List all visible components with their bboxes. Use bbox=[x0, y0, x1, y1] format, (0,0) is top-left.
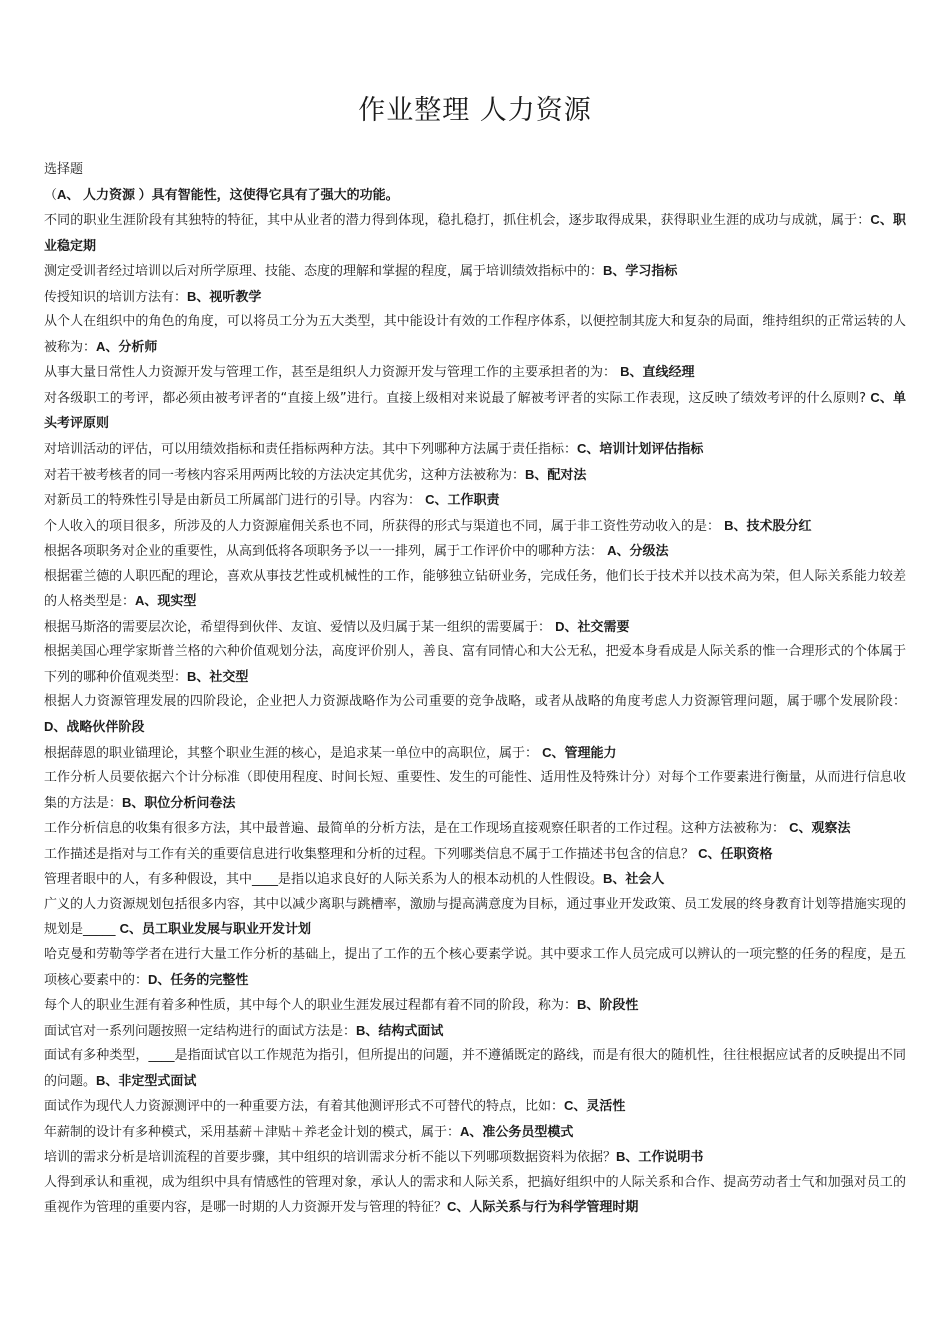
answer-text: C、人际关系与行为科学管理时期 bbox=[447, 1199, 639, 1215]
question-item bbox=[44, 437, 906, 463]
answer-text: A、分级法 bbox=[607, 543, 669, 559]
answer-text: B、非定型式面试 bbox=[96, 1072, 197, 1088]
answer-text: B、职位分析问卷法 bbox=[122, 794, 236, 810]
question-item bbox=[44, 488, 906, 514]
question-text: 传授知识的培训方法有： bbox=[44, 289, 188, 305]
answer-text: A、现实型 bbox=[135, 593, 197, 609]
answer-text: C、灵活性 bbox=[564, 1098, 626, 1114]
answer-text: D、任务的完整性 bbox=[148, 971, 249, 987]
question-text: 对新员工的特殊性引导是由新员工所属部门进行的引导。内容为： bbox=[44, 493, 426, 509]
question-item bbox=[44, 565, 906, 615]
question-item bbox=[44, 867, 906, 893]
answer-text: B、配对法 bbox=[525, 466, 587, 482]
question-text: 面试作为现代人力资源测评中的一种重要方法，有着其他测评形式不可替代的特点，比如： bbox=[44, 1099, 565, 1115]
question-item bbox=[44, 1145, 906, 1171]
question-item bbox=[44, 893, 906, 943]
answer-text: C、工作职责 bbox=[425, 492, 500, 508]
answer-text: B、社交型 bbox=[187, 668, 249, 684]
question-item bbox=[44, 615, 906, 641]
answer-text: B、直线经理 bbox=[620, 364, 695, 380]
section-label: 选择题 bbox=[44, 162, 84, 177]
answer-text: D、社交需要 bbox=[555, 618, 630, 634]
question-text: 根据人力资源管理发展的四阶段论，企业把人力资源战略作为公司重要的竞争战略，或者从战略的角度考虑人力资源管理问题，属于哪个发展阶段： bbox=[44, 694, 906, 710]
question-item bbox=[44, 1120, 906, 1146]
question-item bbox=[44, 259, 906, 285]
question-item bbox=[44, 514, 906, 540]
question-text: 根据霍兰德的人职匹配的理论，喜欢从事技艺性或机械性的工作，能够独立钻研业务，完成任务，他们长于技术并以技术高为荣，但人际关系能力较差的人格类型是： bbox=[44, 568, 906, 610]
question-text: 根据马斯洛的需要层次论，希望得到伙伴、友谊、爱情以及归属于某一组织的需要属于： bbox=[44, 619, 556, 635]
question-item bbox=[44, 360, 906, 386]
question-item bbox=[44, 1094, 906, 1120]
document-body bbox=[44, 158, 906, 1221]
answer-text: B、阶段性 bbox=[577, 997, 639, 1013]
answer-text: B、结构式面试 bbox=[356, 1022, 444, 1038]
question-text: 对若干被考核者的同一考核内容采用两两比较的方法决定其优劣，这种方法被称为： bbox=[44, 467, 526, 483]
answer-text: A、 人力资源 ）具有智能性，这使得它具有了强大的功能。 bbox=[57, 186, 399, 202]
question-item bbox=[44, 766, 906, 816]
answer-text: D、战略伙伴阶段 bbox=[44, 719, 145, 735]
answer-text: B、视听教学 bbox=[187, 288, 262, 304]
answer-text: C、单头考评原则 bbox=[44, 389, 906, 431]
question-text: 工作分析信息的收集有很多方法，其中最普遍、最简单的分析方法，是在工作现场直接观察任职者的工作过程。这种方法被称为： bbox=[44, 821, 790, 837]
question-text: 年薪制的设计有多种模式，采用基薪＋津贴＋养老金计划的模式，属于： bbox=[44, 1124, 461, 1140]
question-text: 每个人的职业生涯有着多种性质，其中每个人的职业生涯发展过程都有着不同的阶段，称为： bbox=[44, 998, 578, 1014]
question-text: 工作描述是指对与工作有关的重要信息进行收集整理和分析的过程。下列哪类信息不属于工作描述书包含的信息？ bbox=[44, 846, 699, 862]
question-item bbox=[44, 690, 906, 740]
question-item bbox=[44, 310, 906, 360]
question-text: 培训的需求分析是培训流程的首要步骤，其中组织的培训需求分析不能以下列哪项数据资料为依据？ bbox=[44, 1150, 617, 1166]
question-text: 面试有多种类型，____是指面试官以工作规范为指引，但所提出的问题，并不遵循既定的路线，而是有很大的随机性，往往根据应试者的反映提出不同的问题。 bbox=[44, 1048, 906, 1089]
question-text: 不同的职业生涯阶段有其独特的特征，其中从业者的潜力得到体现，稳扎稳打，抓住机会，逐步取得成果，获得职业生涯的成功与成就，属于： bbox=[44, 213, 871, 229]
question-text: 根据美国心理学家斯普兰格的六种价值观划分法，高度评价别人，善良、富有同情心和大公无私，把爱本身看成是人际关系的惟一合理形式的个体属于下列的哪种价值观类型： bbox=[44, 644, 906, 685]
question-item bbox=[44, 539, 906, 565]
question-text: 对培训活动的评估，可以用绩效指标和责任指标两种方法。其中下列哪种方法属于责任指标： bbox=[44, 442, 578, 458]
question-item bbox=[44, 943, 906, 993]
question-item bbox=[44, 1044, 906, 1094]
answer-text: C、观察法 bbox=[789, 820, 851, 836]
question-item bbox=[44, 1019, 906, 1045]
question-item bbox=[44, 208, 906, 259]
question-text: 人得到承认和重视，成为组织中具有情感性的管理对象，承认人的需求和人际关系，把搞好组织中的人际关系和合作、提高劳动者士气和加强对员工的重视作为管理的重要内容，是哪一时期的人力资源开发与管理的特征？ bbox=[44, 1174, 906, 1216]
question-item bbox=[44, 463, 906, 489]
question-text: 从事大量日常性人力资源开发与管理工作，甚至是组织人力资源开发与管理工作的主要承担者的为： bbox=[44, 365, 621, 381]
answer-text: C、职业稳定期 bbox=[44, 212, 906, 253]
question-text: 根据薛恩的职业锚理论，其整个职业生涯的核心，是追求某一单位中的高职位，属于： bbox=[44, 745, 543, 761]
question-item bbox=[44, 386, 906, 437]
question-item bbox=[44, 640, 906, 690]
answer-text: B、社会人 bbox=[603, 871, 665, 887]
question-item bbox=[44, 1171, 906, 1221]
question-text: 根据各项职务对企业的重要性，从高到低将各项职务予以一一排列，属于工作评价中的哪种方法： bbox=[44, 544, 608, 560]
question-text: 测定受训者经过培训以后对所学原理、技能、态度的理解和掌握的程度，属于培训绩效指标中的： bbox=[44, 264, 604, 280]
question-text: 管理者眼中的人，有多种假设，其中____是指以追求良好的人际关系为人的根本动机的人性假设。 bbox=[44, 872, 604, 888]
question-text: 对各级职工的考评，都必须由被考评者的“直接上级”进行。直接上级相对来说最了解被考评者的实际工作表现，这反映了绩效考评的什么原则? bbox=[44, 390, 871, 406]
question-text: 从个人在组织中的角色的角度，可以将员工分为五大类型，其中能设计有效的工作程序体系，以便控制其庞大和复杂的局面，维持组织的正常运转的人被称为： bbox=[44, 314, 906, 355]
page-title: 作业整理 人力资源 bbox=[358, 95, 592, 126]
answer-text: B、工作说明书 bbox=[616, 1149, 704, 1165]
question-text: 哈克曼和劳勒等学者在进行大量工作分析的基础上，提出了工作的五个核心要素学说。其中要求工作人员完成可以辨认的一项完整的任务的程度，是五项核心要素中的： bbox=[44, 946, 906, 988]
question-text: 广义的人力资源规划包括很多内容，其中以减少离职与跳槽率，激励与提高满意度为目标，通过事业开发政策、员工发展的终身教育计划等措施实现的规划是_____ bbox=[44, 896, 906, 938]
question-item bbox=[44, 183, 906, 209]
question-item bbox=[44, 993, 906, 1019]
question-text: （ bbox=[44, 187, 58, 203]
question-text: 面试官对一系列问题按照一定结构进行的面试方法是： bbox=[44, 1023, 357, 1039]
answer-text: C、任职资格 bbox=[698, 845, 773, 861]
question-text: 个人收入的项目很多，所涉及的人力资源雇佣关系也不同，所获得的形式与渠道也不同，属于非工资性劳动收入的是： bbox=[44, 518, 725, 534]
answer-text: C、员工职业发展与职业开发计划 bbox=[119, 921, 312, 937]
question-list bbox=[44, 183, 906, 1221]
answer-text: B、学习指标 bbox=[603, 263, 678, 279]
answer-text: C、培训计划评估指标 bbox=[577, 441, 704, 457]
answer-text: C、管理能力 bbox=[542, 744, 617, 760]
question-item bbox=[44, 816, 906, 842]
question-item bbox=[44, 285, 906, 311]
answer-text: A、分析师 bbox=[96, 338, 158, 354]
question-text: 工作分析人员要依据六个计分标准（即使用程度、时间长短、重要性、发生的可能性、适用性及特殊计分）对每个工作要素进行衡量，从而进行信息收集的方法是： bbox=[44, 770, 906, 811]
question-item bbox=[44, 741, 906, 767]
answer-text: B、技术股分红 bbox=[724, 517, 812, 533]
question-item bbox=[44, 842, 906, 868]
answer-text: A、准公务员型模式 bbox=[460, 1123, 574, 1139]
